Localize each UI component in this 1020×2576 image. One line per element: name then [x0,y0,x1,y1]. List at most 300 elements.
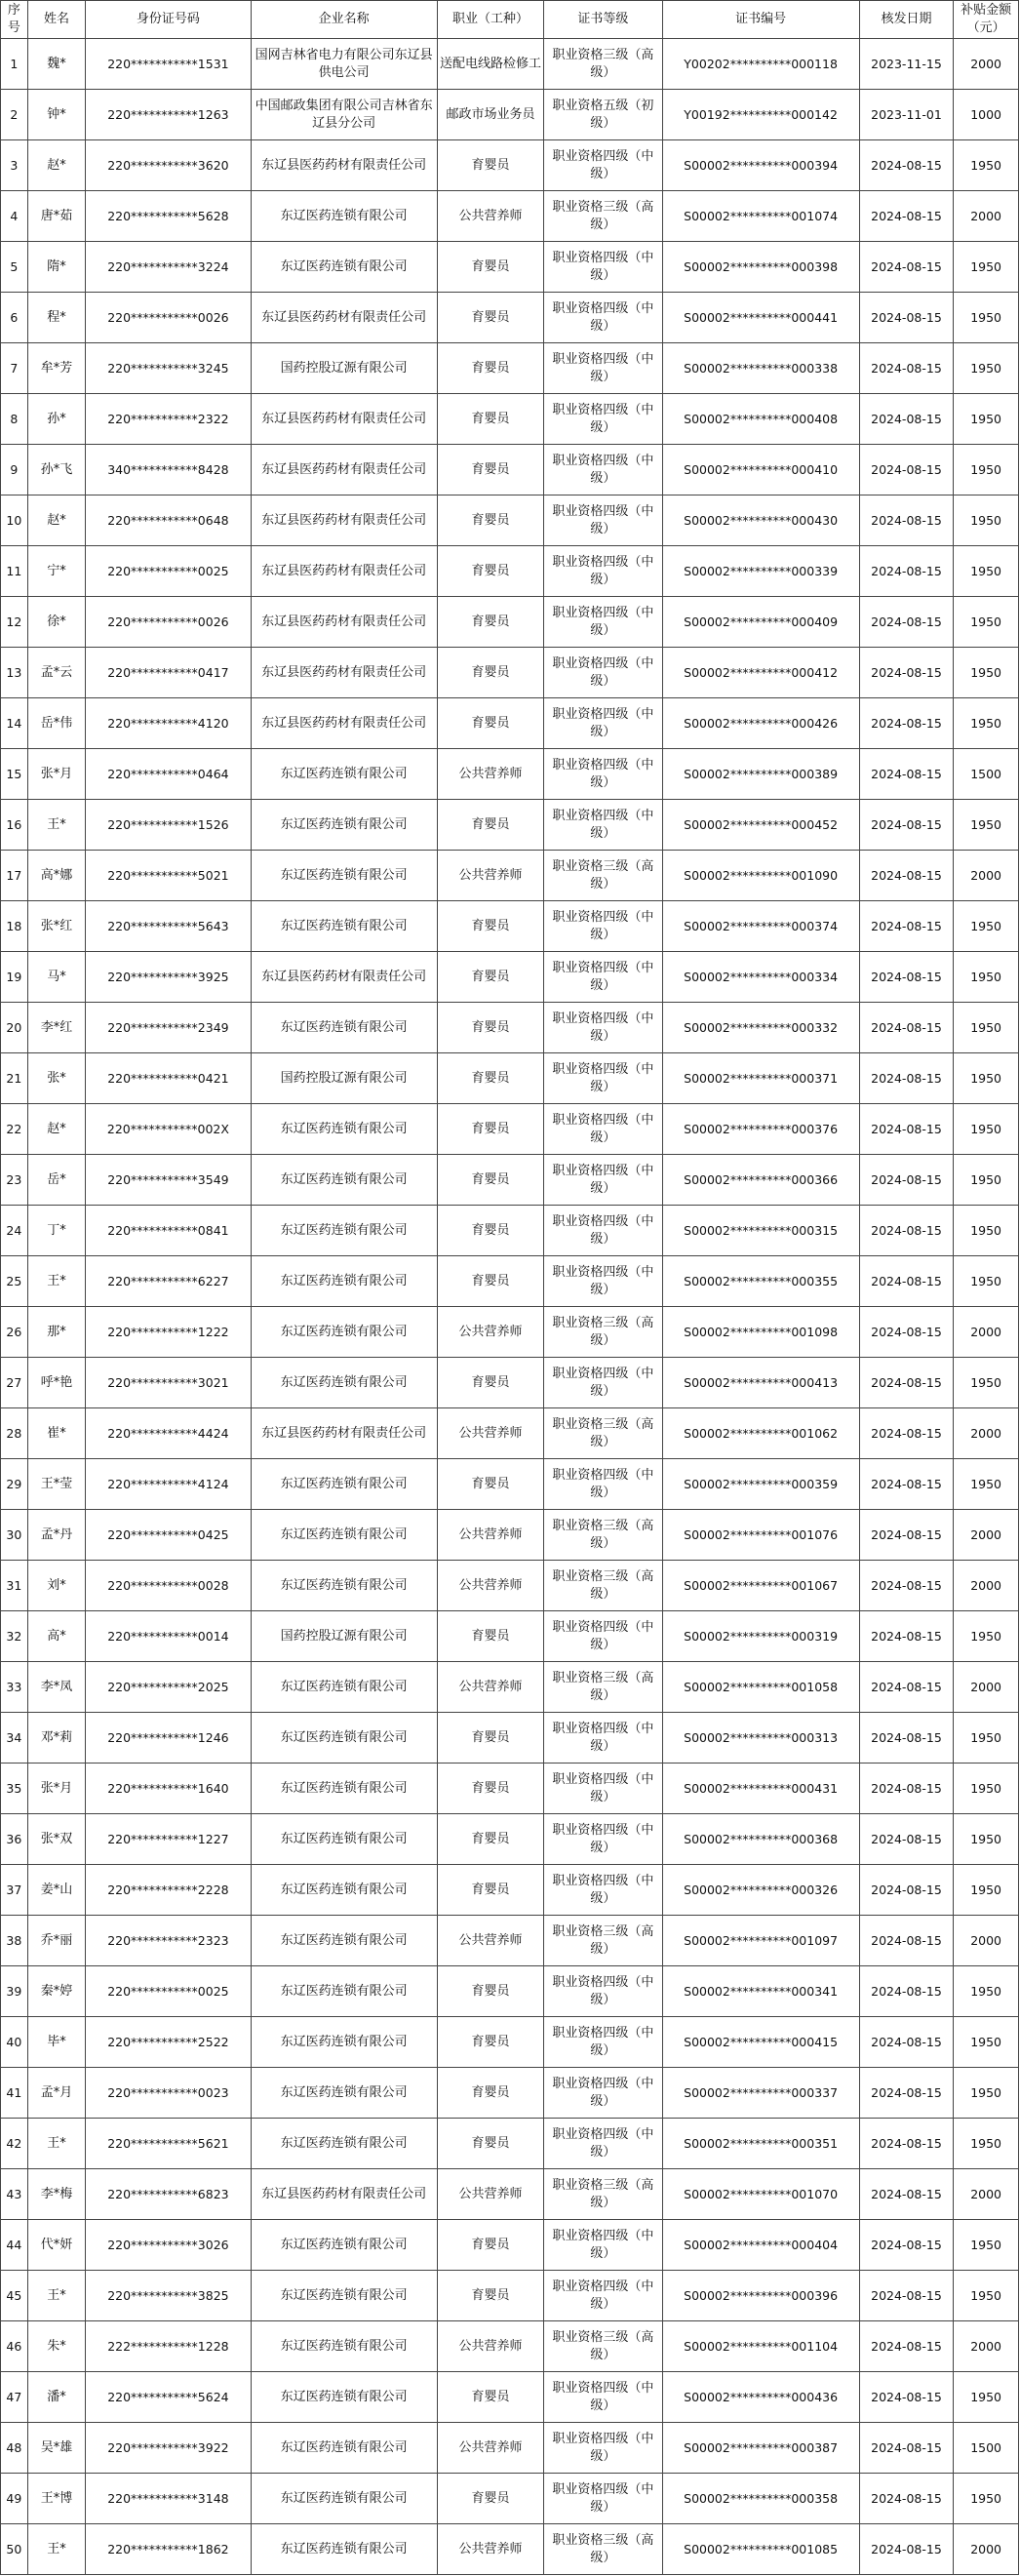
cell-cert-number: S00002**********001076 [662,1510,859,1561]
cell-seq: 17 [1,851,28,901]
cell-cert-level: 职业资格四级（中级） [544,1713,662,1764]
cell-id-number: 220***********2228 [86,1865,251,1916]
cell-id-number: 220***********3148 [86,2474,251,2524]
cell-subsidy-amount: 1950 [954,343,1019,394]
cell-occupation: 育婴员 [437,1865,544,1916]
cell-subsidy-amount: 1500 [954,749,1019,800]
cell-name: 毕* [27,2017,86,2068]
cell-subsidy-amount: 1950 [954,140,1019,191]
cell-seq: 14 [1,698,28,749]
cell-name: 朱* [27,2321,86,2372]
cell-seq: 2 [1,90,28,140]
cell-name: 张*月 [27,1764,86,1814]
cell-id-number: 220***********5624 [86,2372,251,2423]
cell-issue-date: 2024-08-15 [859,2524,953,2575]
cell-cert-number: S00002**********000441 [662,293,859,343]
cell-id-number: 220***********0014 [86,1611,251,1662]
cell-occupation: 育婴员 [437,2220,544,2271]
table-row [1,1561,1019,1611]
cell-cert-level: 职业资格四级（中级） [544,343,662,394]
table-row [1,1256,1019,1307]
cell-occupation: 育婴员 [437,1155,544,1206]
cell-cert-level: 职业资格四级（中级） [544,546,662,597]
cell-cert-level: 职业资格四级（中级） [544,597,662,648]
table-row [1,1307,1019,1358]
cell-seq: 48 [1,2423,28,2474]
cell-occupation: 育婴员 [437,1003,544,1053]
cell-cert-level: 职业资格四级（中级） [544,2119,662,2169]
cell-subsidy-amount: 1950 [954,242,1019,293]
cell-cert-level: 职业资格四级（中级） [544,698,662,749]
cell-cert-number: S00002**********000366 [662,1155,859,1206]
cell-seq: 18 [1,901,28,952]
table-row [1,445,1019,495]
cell-occupation: 公共营养师 [437,2321,544,2372]
cell-company: 东辽县医药药材有限责任公司 [251,648,437,698]
cell-issue-date: 2024-08-15 [859,800,953,851]
cell-name: 马* [27,952,86,1003]
cell-issue-date: 2024-08-15 [859,597,953,648]
table-row [1,90,1019,140]
cell-issue-date: 2024-08-15 [859,1611,953,1662]
cell-occupation: 育婴员 [437,1053,544,1104]
cell-id-number: 220***********3224 [86,242,251,293]
cell-id-number: 220***********0026 [86,293,251,343]
cell-occupation: 育婴员 [437,952,544,1003]
cell-company: 东辽医药连锁有限公司 [251,800,437,851]
cell-company: 东辽医药连锁有限公司 [251,1764,437,1814]
cell-subsidy-amount: 1950 [954,1713,1019,1764]
cell-issue-date: 2024-08-15 [859,191,953,242]
cell-occupation: 育婴员 [437,2372,544,2423]
cell-cert-number: S00002**********000426 [662,698,859,749]
cell-occupation: 邮政市场业务员 [437,90,544,140]
cell-id-number: 220***********0028 [86,1561,251,1611]
cell-cert-number: S00002**********000389 [662,749,859,800]
table-row [1,597,1019,648]
cell-issue-date: 2024-08-15 [859,2271,953,2321]
cell-seq: 32 [1,1611,28,1662]
cell-subsidy-amount: 1950 [954,2068,1019,2119]
cell-occupation: 公共营养师 [437,2524,544,2575]
cell-id-number: 220***********6227 [86,1256,251,1307]
cell-name: 李*梅 [27,2169,86,2220]
table-row [1,800,1019,851]
cell-cert-level: 职业资格四级（中级） [544,2271,662,2321]
cell-seq: 43 [1,2169,28,2220]
cell-subsidy-amount: 2000 [954,1307,1019,1358]
header-cert-number: 证书编号 [662,1,859,39]
cell-id-number: 220***********4124 [86,1459,251,1510]
cell-company: 国药控股辽源有限公司 [251,1611,437,1662]
cell-name: 唐*茹 [27,191,86,242]
cell-cert-number: S00002**********000394 [662,140,859,191]
cell-seq: 21 [1,1053,28,1104]
cell-seq: 41 [1,2068,28,2119]
cell-issue-date: 2024-08-15 [859,698,953,749]
cell-cert-level: 职业资格四级（中级） [544,1865,662,1916]
cell-seq: 35 [1,1764,28,1814]
cell-cert-number: S00002**********000338 [662,343,859,394]
table-row [1,293,1019,343]
cell-cert-level: 职业资格三级（高级） [544,1408,662,1459]
cell-subsidy-amount: 2000 [954,1561,1019,1611]
cell-cert-number: S00002**********000371 [662,1053,859,1104]
cell-id-number: 220***********0023 [86,2068,251,2119]
cell-issue-date: 2024-08-15 [859,343,953,394]
cell-id-number: 220***********1526 [86,800,251,851]
cell-company: 东辽医药连锁有限公司 [251,1206,437,1256]
cell-seq: 26 [1,1307,28,1358]
header-issue-date: 核发日期 [859,1,953,39]
cell-occupation: 育婴员 [437,242,544,293]
table-row [1,1966,1019,2017]
table-row [1,1611,1019,1662]
cell-seq: 45 [1,2271,28,2321]
cell-issue-date: 2024-08-15 [859,749,953,800]
cell-cert-level: 职业资格四级（中级） [544,394,662,445]
table-row [1,140,1019,191]
cell-subsidy-amount: 1950 [954,901,1019,952]
cell-id-number: 220***********1531 [86,39,251,90]
cell-cert-number: S00002**********001058 [662,1662,859,1713]
cell-seq: 42 [1,2119,28,2169]
cell-cert-number: S00002**********000412 [662,648,859,698]
table-row [1,2474,1019,2524]
cell-company: 国药控股辽源有限公司 [251,343,437,394]
cell-issue-date: 2024-08-15 [859,2169,953,2220]
cell-company: 东辽医药连锁有限公司 [251,1104,437,1155]
cell-name: 宁* [27,546,86,597]
cell-company: 东辽医药连锁有限公司 [251,191,437,242]
table-row [1,2423,1019,2474]
cell-company: 东辽医药连锁有限公司 [251,2372,437,2423]
cell-subsidy-amount: 1950 [954,800,1019,851]
table-row [1,698,1019,749]
cell-cert-number: S00002**********001067 [662,1561,859,1611]
cell-id-number: 220***********0464 [86,749,251,800]
cell-seq: 36 [1,1814,28,1865]
cell-id-number: 220***********0425 [86,1510,251,1561]
cell-name: 孙* [27,394,86,445]
cell-cert-level: 职业资格四级（中级） [544,2474,662,2524]
table-row [1,648,1019,698]
cell-occupation: 育婴员 [437,343,544,394]
cell-id-number: 220***********2349 [86,1003,251,1053]
cell-issue-date: 2024-08-15 [859,648,953,698]
cell-issue-date: 2024-08-15 [859,1206,953,1256]
cell-id-number: 220***********3021 [86,1358,251,1408]
table-row [1,1206,1019,1256]
cell-occupation: 育婴员 [437,901,544,952]
cell-subsidy-amount: 1950 [954,2271,1019,2321]
cell-seq: 28 [1,1408,28,1459]
cell-cert-level: 职业资格三级（高级） [544,1510,662,1561]
cell-cert-number: S00002**********000431 [662,1764,859,1814]
cell-subsidy-amount: 1950 [954,597,1019,648]
cell-id-number: 220***********1263 [86,90,251,140]
cell-subsidy-amount: 1950 [954,1814,1019,1865]
cell-name: 赵* [27,140,86,191]
cell-occupation: 育婴员 [437,293,544,343]
cell-subsidy-amount: 2000 [954,39,1019,90]
table-row [1,394,1019,445]
cell-subsidy-amount: 2000 [954,191,1019,242]
cell-occupation: 育婴员 [437,546,544,597]
cell-occupation: 育婴员 [437,1104,544,1155]
cell-occupation: 公共营养师 [437,191,544,242]
cell-name: 王*莹 [27,1459,86,1510]
cell-subsidy-amount: 1950 [954,445,1019,495]
cell-id-number: 220***********1246 [86,1713,251,1764]
cell-id-number: 220***********1640 [86,1764,251,1814]
cell-name: 李*红 [27,1003,86,1053]
cell-occupation: 育婴员 [437,394,544,445]
cell-issue-date: 2024-08-15 [859,2423,953,2474]
cell-cert-number: S00002**********000315 [662,1206,859,1256]
cell-issue-date: 2024-08-15 [859,2119,953,2169]
cell-occupation: 育婴员 [437,648,544,698]
cell-company: 东辽县医药药材有限责任公司 [251,2169,437,2220]
cell-cert-number: S00002**********000326 [662,1865,859,1916]
cell-seq: 24 [1,1206,28,1256]
table-row [1,2119,1019,2169]
table-row [1,495,1019,546]
cell-subsidy-amount: 1950 [954,1053,1019,1104]
cell-issue-date: 2023-11-15 [859,39,953,90]
cell-name: 丁* [27,1206,86,1256]
cell-occupation: 育婴员 [437,1256,544,1307]
cell-seq: 15 [1,749,28,800]
cell-issue-date: 2024-08-15 [859,445,953,495]
cell-issue-date: 2024-08-15 [859,2372,953,2423]
cell-id-number: 220***********3620 [86,140,251,191]
cell-subsidy-amount: 1950 [954,1104,1019,1155]
cell-seq: 12 [1,597,28,648]
cell-issue-date: 2023-11-01 [859,90,953,140]
cell-issue-date: 2024-08-15 [859,1916,953,1966]
cell-issue-date: 2024-08-15 [859,1408,953,1459]
cell-id-number: 220***********3245 [86,343,251,394]
cell-seq: 3 [1,140,28,191]
cell-cert-number: S00002**********000313 [662,1713,859,1764]
cell-subsidy-amount: 1950 [954,2220,1019,2271]
header-id-number: 身份证号码 [86,1,251,39]
cell-cert-number: S00002**********000358 [662,2474,859,2524]
cell-name: 刘* [27,1561,86,1611]
cell-cert-level: 职业资格四级（中级） [544,1814,662,1865]
cell-company: 东辽医药连锁有限公司 [251,1865,437,1916]
cell-occupation: 育婴员 [437,2119,544,2169]
cell-id-number: 220***********2025 [86,1662,251,1713]
cell-cert-number: S00002**********001085 [662,2524,859,2575]
cell-company: 东辽医药连锁有限公司 [251,1966,437,2017]
cell-cert-level: 职业资格四级（中级） [544,293,662,343]
cell-seq: 22 [1,1104,28,1155]
cell-seq: 19 [1,952,28,1003]
cell-id-number: 220***********0417 [86,648,251,698]
cell-subsidy-amount: 2000 [954,2321,1019,2372]
cell-cert-level: 职业资格四级（中级） [544,800,662,851]
cell-id-number: 220***********6823 [86,2169,251,2220]
cell-cert-level: 职业资格四级（中级） [544,1611,662,1662]
cell-company: 东辽医药连锁有限公司 [251,1510,437,1561]
table-body [1,39,1019,2575]
cell-seq: 7 [1,343,28,394]
cell-company: 东辽县医药药材有限责任公司 [251,293,437,343]
cell-company: 东辽医药连锁有限公司 [251,1662,437,1713]
cell-company: 东辽县医药药材有限责任公司 [251,952,437,1003]
cell-name: 张* [27,1053,86,1104]
cell-occupation: 公共营养师 [437,2169,544,2220]
cell-id-number: 220***********5021 [86,851,251,901]
cell-cert-level: 职业资格三级（高级） [544,2169,662,2220]
cell-name: 岳*伟 [27,698,86,749]
cell-name: 那* [27,1307,86,1358]
cell-cert-number: S00002**********001090 [662,851,859,901]
cell-name: 孟*云 [27,648,86,698]
cell-occupation: 育婴员 [437,445,544,495]
cell-seq: 44 [1,2220,28,2271]
cell-issue-date: 2024-08-15 [859,546,953,597]
cell-company: 东辽医药连锁有限公司 [251,2271,437,2321]
cell-occupation: 育婴员 [437,1206,544,1256]
cell-subsidy-amount: 1950 [954,1003,1019,1053]
cell-id-number: 220***********3922 [86,2423,251,2474]
header-subsidy-amount: 补贴金额（元） [954,1,1019,39]
cell-cert-level: 职业资格四级（中级） [544,2068,662,2119]
cell-id-number: 340***********8428 [86,445,251,495]
table-row [1,851,1019,901]
cell-name: 钟* [27,90,86,140]
cell-company: 东辽县医药药材有限责任公司 [251,546,437,597]
cell-cert-level: 职业资格四级（中级） [544,901,662,952]
cell-name: 张*月 [27,749,86,800]
cell-subsidy-amount: 1950 [954,1459,1019,1510]
cell-name: 代*妍 [27,2220,86,2271]
cell-cert-number: S00002**********000430 [662,495,859,546]
cell-cert-number: S00002**********000334 [662,952,859,1003]
cell-issue-date: 2024-08-15 [859,851,953,901]
header-seq: 序号 [1,1,28,39]
cell-cert-level: 职业资格四级（中级） [544,2372,662,2423]
cell-name: 秦*婷 [27,1966,86,2017]
cell-cert-level: 职业资格四级（中级） [544,749,662,800]
cell-company: 东辽医药连锁有限公司 [251,1307,437,1358]
cell-id-number: 220***********0025 [86,1966,251,2017]
cell-name: 张*红 [27,901,86,952]
cell-name: 王* [27,2524,86,2575]
cell-occupation: 育婴员 [437,1459,544,1510]
cell-seq: 16 [1,800,28,851]
table-row [1,1713,1019,1764]
cell-issue-date: 2024-08-15 [859,1662,953,1713]
cell-cert-number: S00002**********000413 [662,1358,859,1408]
cell-seq: 20 [1,1003,28,1053]
cell-issue-date: 2024-08-15 [859,1256,953,1307]
cell-subsidy-amount: 2000 [954,1510,1019,1561]
cell-id-number: 220***********3825 [86,2271,251,2321]
cell-subsidy-amount: 2000 [954,2524,1019,2575]
cell-company: 东辽医药连锁有限公司 [251,1459,437,1510]
cell-occupation: 育婴员 [437,1764,544,1814]
cell-id-number: 220***********5621 [86,2119,251,2169]
cell-issue-date: 2024-08-15 [859,901,953,952]
cell-seq: 38 [1,1916,28,1966]
cell-company: 东辽县医药药材有限责任公司 [251,394,437,445]
cell-id-number: 220***********0648 [86,495,251,546]
cell-name: 潘* [27,2372,86,2423]
cell-company: 东辽县医药药材有限责任公司 [251,445,437,495]
cell-cert-number: S00002**********000319 [662,1611,859,1662]
cell-id-number: 220***********5643 [86,901,251,952]
cell-company: 东辽县医药药材有限责任公司 [251,698,437,749]
cell-name: 王*博 [27,2474,86,2524]
cell-cert-number: S00002**********000332 [662,1003,859,1053]
cell-subsidy-amount: 2000 [954,1916,1019,1966]
cell-issue-date: 2024-08-15 [859,1713,953,1764]
cell-company: 东辽医药连锁有限公司 [251,2119,437,2169]
cell-issue-date: 2024-08-15 [859,1459,953,1510]
cell-issue-date: 2024-08-15 [859,2474,953,2524]
cell-occupation: 公共营养师 [437,1510,544,1561]
cell-occupation: 育婴员 [437,2271,544,2321]
cell-cert-number: S00002**********000404 [662,2220,859,2271]
cell-issue-date: 2024-08-15 [859,1764,953,1814]
cell-name: 魏* [27,39,86,90]
cell-subsidy-amount: 2000 [954,1408,1019,1459]
table-row [1,1916,1019,1966]
cell-issue-date: 2024-08-15 [859,1104,953,1155]
table-row [1,546,1019,597]
cell-cert-level: 职业资格三级（高级） [544,2321,662,2372]
table-row [1,2220,1019,2271]
cell-cert-number: S00002**********001097 [662,1916,859,1966]
cell-id-number: 220***********0421 [86,1053,251,1104]
cell-id-number: 220***********0025 [86,546,251,597]
cell-cert-level: 职业资格三级（高级） [544,1307,662,1358]
cell-company: 东辽县医药药材有限责任公司 [251,495,437,546]
cell-occupation: 育婴员 [437,140,544,191]
cell-issue-date: 2024-08-15 [859,2220,953,2271]
cell-occupation: 育婴员 [437,2017,544,2068]
cell-cert-number: S00002**********000368 [662,1814,859,1865]
cell-subsidy-amount: 1950 [954,1206,1019,1256]
cell-cert-level: 职业资格四级（中级） [544,1206,662,1256]
cell-cert-level: 职业资格三级（高级） [544,1561,662,1611]
cell-company: 东辽医药连锁有限公司 [251,1003,437,1053]
cell-name: 赵* [27,495,86,546]
cell-name: 孟*丹 [27,1510,86,1561]
cell-company: 东辽医药连锁有限公司 [251,2321,437,2372]
cell-subsidy-amount: 1950 [954,495,1019,546]
cell-name: 乔*丽 [27,1916,86,1966]
cell-cert-number: S00002**********000374 [662,901,859,952]
cell-name: 王* [27,1256,86,1307]
cell-cert-number: S00002**********000436 [662,2372,859,2423]
cell-seq: 25 [1,1256,28,1307]
cell-subsidy-amount: 2000 [954,1662,1019,1713]
cell-name: 李*凤 [27,1662,86,1713]
cell-name: 吴*雄 [27,2423,86,2474]
cell-seq: 40 [1,2017,28,2068]
cell-name: 高* [27,1611,86,1662]
cell-name: 王* [27,800,86,851]
cell-cert-number: S00002**********000408 [662,394,859,445]
cell-issue-date: 2024-08-15 [859,293,953,343]
cell-issue-date: 2024-08-15 [859,1358,953,1408]
table-row [1,1510,1019,1561]
